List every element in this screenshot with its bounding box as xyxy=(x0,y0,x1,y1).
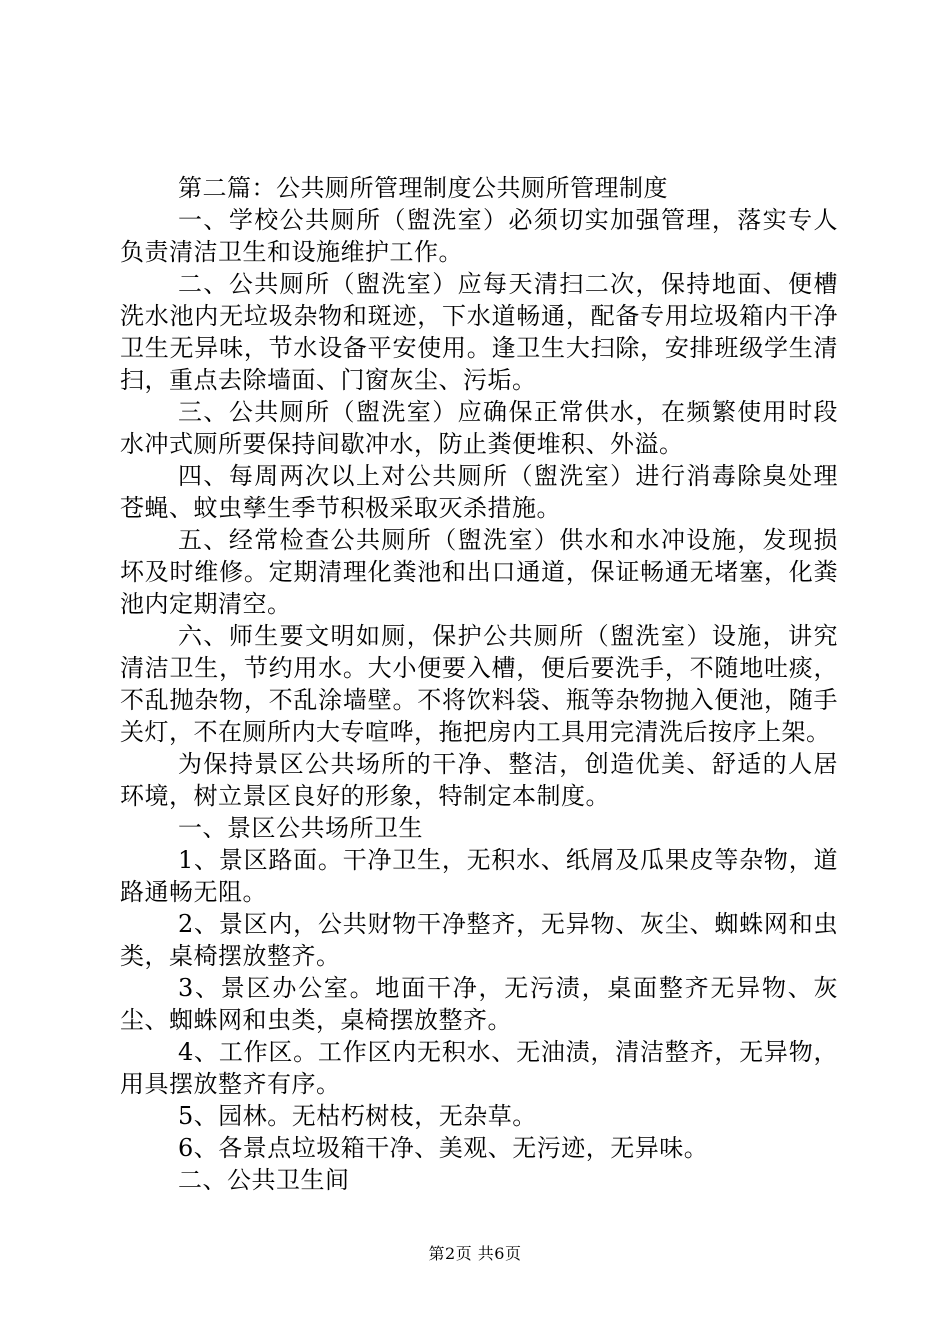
list-item: 3、景区办公室。地面干净，无污渍，桌面整齐无异物、灰尘、蜘蛛网和虫类，桌椅摆放整齐。 xyxy=(120,974,838,1034)
paragraph: 为保持景区公共场所的干净、整洁，创造优美、舒适的人居环境，树立景区良好的形象，特制定本制度。 xyxy=(120,750,838,810)
paragraph: 一、学校公共厕所（盥洗室）必须切实加强管理，落实专人负责清洁卫生和设施维护工作。 xyxy=(120,206,838,266)
list-item: 4、工作区。工作区内无积水、无油渍，清洁整齐，无异物，用具摆放整齐有序。 xyxy=(120,1038,838,1098)
paragraph: 三、公共厕所（盥洗室）应确保正常供水，在频繁使用时段水冲式厕所要保持间歇冲水，防止粪便堆积、外溢。 xyxy=(120,398,838,458)
list-item: 5、园林。无枯朽树枝，无杂草。 xyxy=(178,1102,537,1130)
paragraph: 五、经常检查公共厕所（盥洗室）供水和水冲设施，发现损坏及时维修。定期清理化粪池和出口通道，保证畅通无堵塞，化粪池内定期清空。 xyxy=(120,526,838,618)
list-item: 6、各景点垃圾箱干净、美观、无污迹，无异味。 xyxy=(178,1134,709,1162)
document-body xyxy=(120,172,838,1196)
section-title: 第二篇：公共厕所管理制度公共厕所管理制度 xyxy=(178,174,668,202)
list-item: 1、景区路面。干净卫生，无积水、纸屑及瓜果皮等杂物，道路通畅无阻。 xyxy=(120,846,838,906)
subsection-heading: 一、景区公共场所卫生 xyxy=(178,814,423,842)
subsection-heading: 二、公共卫生间 xyxy=(178,1166,350,1194)
list-item: 2、景区内，公共财物干净整齐，无异物、灰尘、蜘蛛网和虫类，桌椅摆放整齐。 xyxy=(120,910,838,970)
page-footer: 第2页 共6页 xyxy=(428,1244,522,1263)
paragraph: 二、公共厕所（盥洗室）应每天清扫二次，保持地面、便槽洗水池内无垃圾杂物和斑迹，下水道畅通，配备专用垃圾箱内干净卫生无异味，节水设备平安使用。逢卫生大扫除，安排班级学生清扫，重点去除墙面、门窗灰尘、污垢。 xyxy=(120,270,838,394)
paragraph: 六、师生要文明如厕，保护公共厕所（盥洗室）设施，讲究清洁卫生，节约用水。大小便要入槽，便后要洗手，不随地吐痰，不乱抛杂物，不乱涂墙壁。不将饮料袋、瓶等杂物抛入便池，随手关灯，不在厕所内大专喧哗，拖把房内工具用完清洗后按序上架。 xyxy=(120,622,838,746)
paragraph: 四、每周两次以上对公共厕所（盥洗室）进行消毒除臭处理苍蝇、蚊虫孳生季节积极采取灭杀措施。 xyxy=(120,462,838,522)
